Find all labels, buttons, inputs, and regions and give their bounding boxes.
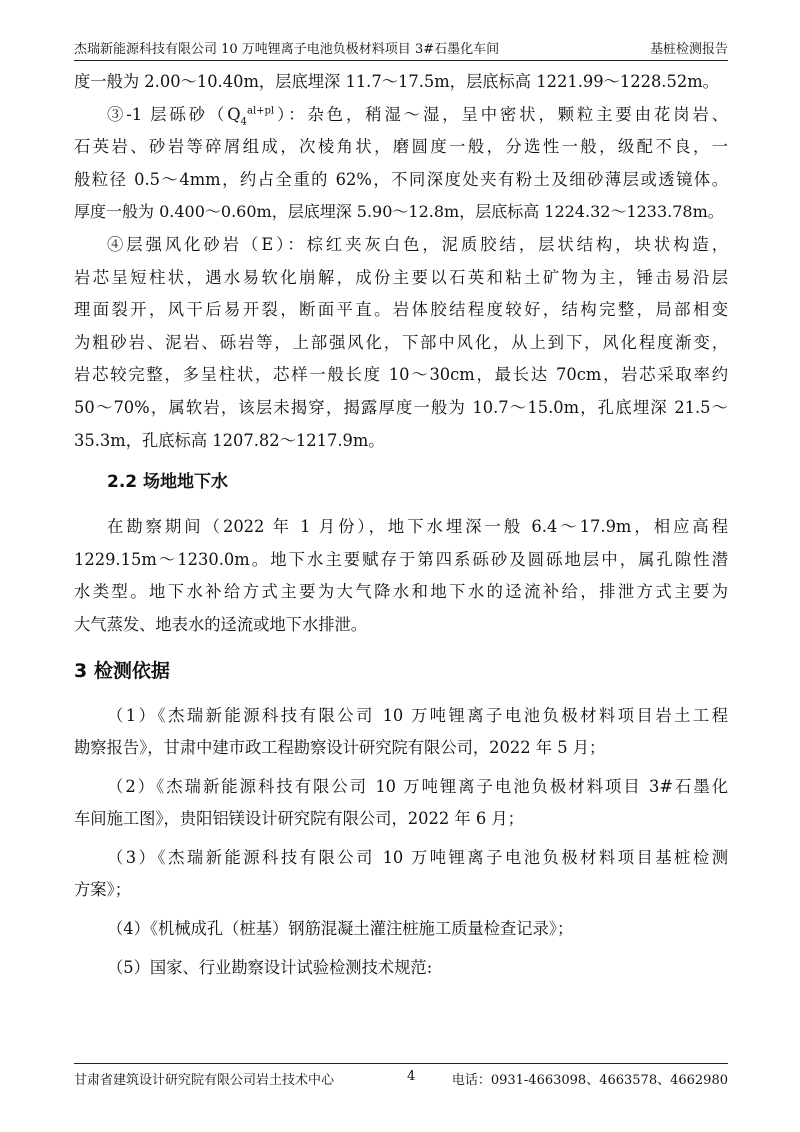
para-line: 勘察报告》，甘肃中建市政工程勘察设计研究院有限公司，2022 年 5 月；	[74, 738, 606, 758]
page-number: 4	[407, 1069, 416, 1084]
footer-phone: 电话：0931-4663098、4663578、4662980	[451, 1073, 728, 1088]
reference-item-3	[74, 842, 728, 907]
para-layer3-1-gravel-sand	[74, 99, 728, 229]
para-line: （5）国家、行业勘察设计试验检测技术规范:	[107, 957, 433, 977]
reference-item-1	[74, 700, 728, 765]
para-layer4-sandstone	[74, 229, 728, 457]
para-line: 为粗砂岩、泥岩、砾岩等，上部强风化，下部中风化，从上到下，风化程度渐变，	[74, 332, 728, 352]
para-line: 岩芯较完整，多呈柱状，芯样一般长度 10～30cm，最长达 70cm，岩芯采取率约	[74, 365, 728, 385]
reference-item-2	[74, 771, 728, 836]
para-line: 岩芯呈短柱状，遇水易软化崩解，成份主要以石英和粘土矿物为主，锤击易沿层	[74, 267, 728, 287]
header-project-title: 杰瑞新能源科技有限公司 10 万吨锂离子电池负极材料项目 3#石墨化车间	[74, 42, 500, 57]
para-line: 理面裂开，风干后易开裂，断面平直。岩体胶结程度较好，结构完整，局部相变	[74, 300, 728, 320]
para-line: 35.3m，孔底标高 1207.82～1217.9m。	[74, 430, 385, 450]
para-line	[74, 99, 728, 132]
page-header	[74, 38, 728, 61]
para-line: ④层强风化砂岩（E）：棕红夹灰白色，泥质胶结，层状结构，块状构造，	[107, 234, 728, 254]
para-line: （3）《杰瑞新能源科技有限公司 10 万吨锂离子电池负极材料项目基桩检测	[107, 847, 728, 867]
para-line: 石英岩、砂岩等碎屑组成，次棱角状，磨圆度一般，分选性一般，级配不良，一	[74, 137, 728, 157]
section-heading-3: 3 检测依据	[74, 659, 170, 682]
para-groundwater	[74, 511, 728, 641]
reference-item-4	[74, 913, 728, 946]
para-line: 水类型。地下水补给方式主要为大气降水和地下水的迳流补给，排泄方式主要为	[74, 582, 728, 602]
footer-organization: 甘肃省建筑设计研究院有限公司岩土技术中心	[74, 1073, 335, 1088]
document-body	[74, 66, 728, 990]
para-line: 厚度一般为 0.400～0.60m，层底埋深 5.90～12.8m，层底标高 1224.32～1233.78m。	[74, 202, 724, 222]
page-footer	[74, 1063, 728, 1086]
para-line: （1）《杰瑞新能源科技有限公司 10 万吨锂离子电池负极材料项目岩土工程	[107, 705, 728, 725]
para-line: 在勘察期间（2022 年 1 月份），地下水埋深一般 6.4～17.9m，相应高程	[107, 517, 728, 537]
para-layer3-end: 度一般为 2.00～10.40m，层底埋深 11.7～17.5m，层底标高 1221.99～1228.52m。	[74, 72, 719, 91]
para-line: （2）《杰瑞新能源科技有限公司 10 万吨锂离子电池负极材料项目 3#石墨化	[107, 776, 728, 796]
layer-label: ③-1 层砾砂（Q	[107, 104, 241, 124]
para-line: 50～70%，属软岩，该层未揭穿，揭露厚度一般为 10.7～15.0m，孔底埋深 21.5～	[74, 397, 728, 417]
layer-subscript: 4	[240, 115, 247, 127]
para-line: 大气蒸发、地表水的迳流或地下水排泄。	[74, 614, 368, 634]
section-heading-2-2: 2.2 场地地下水	[107, 472, 229, 493]
reference-item-5	[74, 952, 728, 985]
para-line: 般粒径 0.5～4mm，约占全重的 62%，不同深度处夹有粉土及细砂薄层或透镜体。	[74, 169, 728, 189]
para-line: 1229.15m～1230.0m。地下水主要赋存于第四系砾砂及圆砾地层中，属孔隙性潜	[74, 549, 728, 569]
reference-list	[74, 700, 728, 985]
para-line: （4）《机械成孔（桩基）钢筋混凝土灌注桩施工质量检查记录》；	[107, 919, 574, 939]
para-line: 车间施工图》，贵阳铝镁设计研究院有限公司，2022 年 6 月；	[74, 809, 524, 829]
layer-desc: ）：杂色，稍湿～湿，呈中密状，颗粒主要由花岗岩、	[274, 104, 728, 124]
layer-superscript: al+pl	[246, 105, 275, 117]
header-report-type: 基桩检测报告	[649, 42, 728, 57]
para-line: 方案》；	[74, 880, 131, 900]
